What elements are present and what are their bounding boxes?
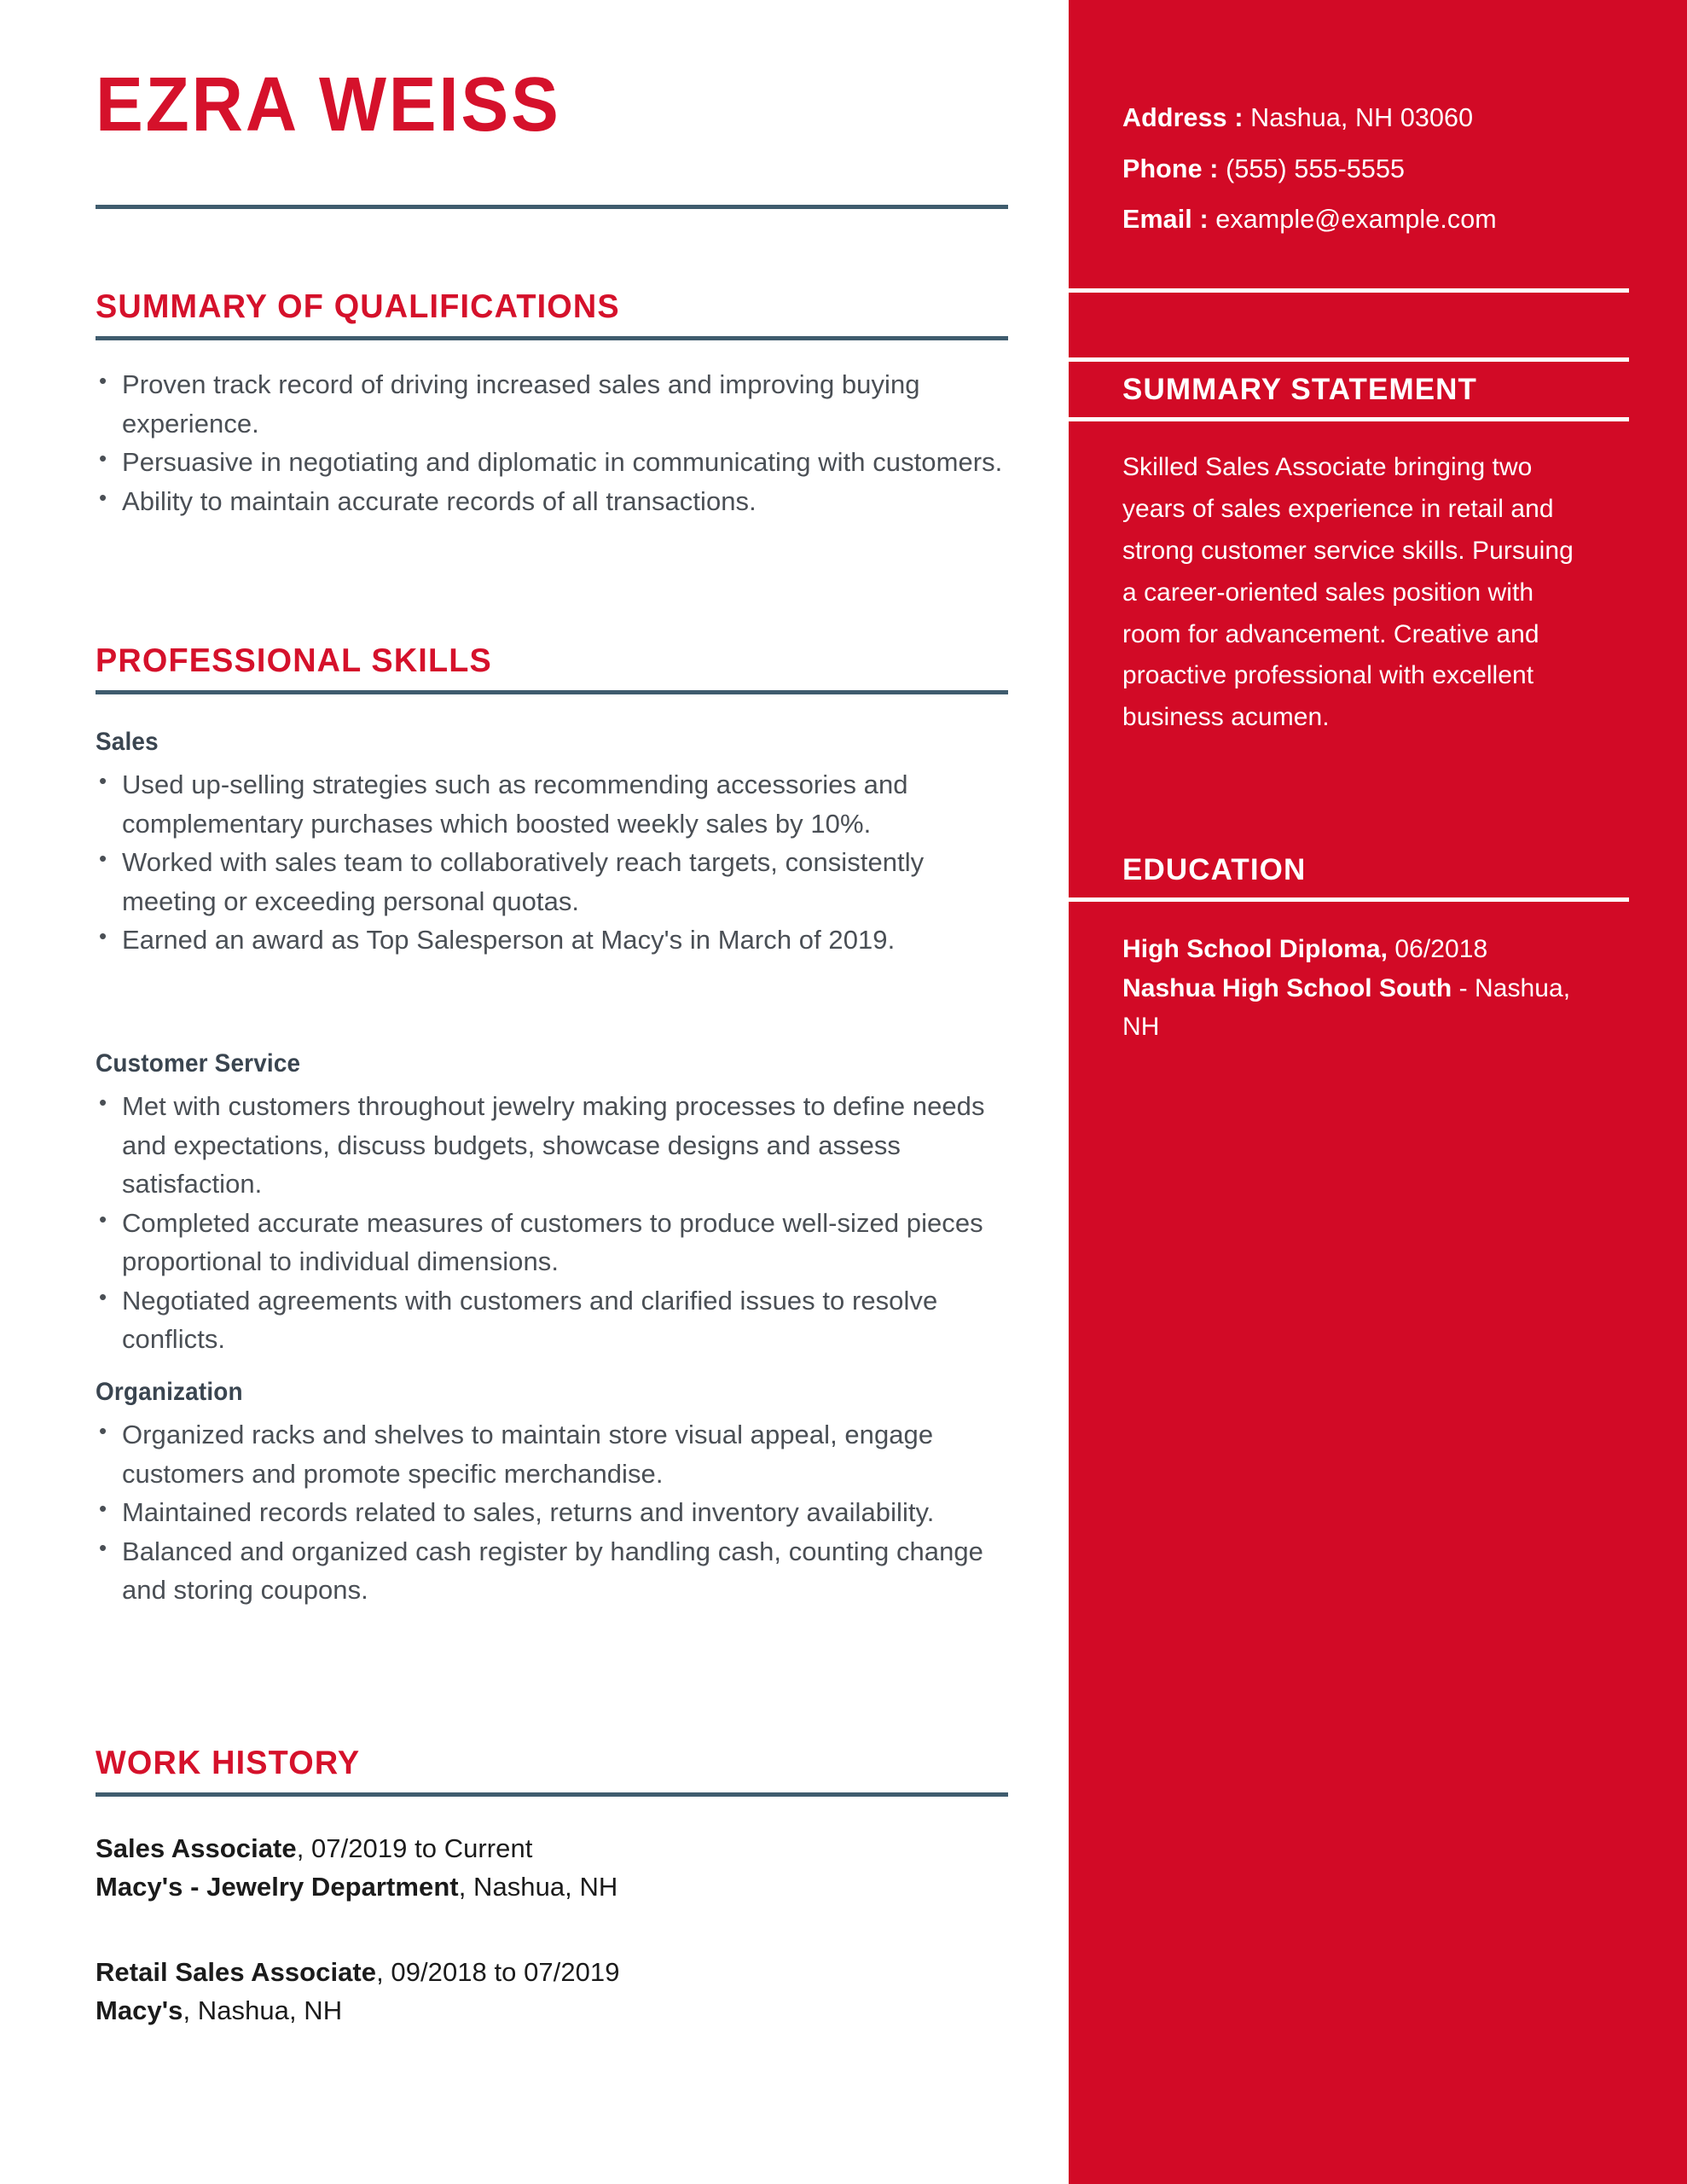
summary-statement-body-wrap — [1122, 447, 1583, 739]
contact-value-email: example@example.com — [1208, 205, 1497, 235]
divider-contact-bottom — [1069, 288, 1629, 293]
work-entry-2-title: Retail Sales Associate — [96, 1957, 377, 1987]
list-item: • Organized racks and shelves to maintain store visual appeal, engage customers and promote specific merchandise. — [96, 1415, 1012, 1493]
skill-group-title-customer-service: Customer Service — [96, 1049, 301, 1077]
list-item: • Persuasive in negotiating and diplomatic in communicating with customers. — [96, 443, 1012, 482]
work-entry-1 — [96, 1830, 617, 1907]
list-item: • Balanced and organized cash register by handling cash, counting change and storing coupons. — [96, 1532, 1012, 1610]
list-item: • Ability to maintain accurate records of all transactions. — [96, 482, 1012, 521]
education-degree-date: 06/2018 — [1388, 935, 1488, 963]
summary-statement-text: Skilled Sales Associate bringing two years of sales experience in retail and strong customer service skills. Pursuing a career-oriented sales position with room for advancement. Creative and proactive professional with excellent business acumen. — [1122, 453, 1574, 732]
divider-education-bottom — [1069, 897, 1629, 902]
skill-group-title-organization: Organization — [96, 1378, 243, 1406]
education-school-line — [1122, 969, 1587, 1047]
work-entry-2-title-line — [96, 1954, 620, 1992]
work-history-heading: WORK HISTORY — [96, 1745, 361, 1781]
work-entry-2-company-line — [96, 1992, 620, 2030]
list-item: • Negotiated agreements with customers and clarified issues to resolve conflicts. — [96, 1281, 1012, 1359]
divider-summary-statement-bottom — [1069, 417, 1629, 421]
education-school: Nashua High School South — [1122, 973, 1452, 1002]
education-heading-wrap — [1122, 853, 1306, 887]
list-item: • Earned an award as Top Salesperson at Macy's in March of 2019. — [96, 921, 1012, 960]
divider-name — [96, 205, 1008, 209]
sidebar-content — [1069, 0, 1687, 237]
list-item: • Worked with sales team to collaboratively reach targets, consistently meeting or exceeding personal quotas. — [96, 843, 1012, 921]
education-school-location: - Nashua, NH — [1122, 973, 1571, 1042]
work-entry-1-company-line — [96, 1868, 617, 1907]
page-title: EZRA WEISS — [96, 62, 561, 148]
work-entry-1-company: Macy's - Jewelry Department — [96, 1871, 459, 1902]
contact-label-email: Email : — [1122, 205, 1209, 235]
contact-item-address — [1122, 101, 1617, 136]
work-entry-1-title-line — [96, 1830, 617, 1868]
summary-statement-heading: SUMMARY STATEMENT — [1122, 373, 1478, 406]
list-item: • Used up-selling strategies such as recommending accessories and complementary purchases which boosted weekly sales by 10%. — [96, 765, 1012, 843]
education-degree-line — [1122, 930, 1587, 969]
work-entry-2-location: , Nashua, NH — [183, 1995, 343, 2025]
education-entry — [1122, 930, 1587, 1047]
divider-summary-of-qualifications — [96, 336, 1008, 340]
list-item: • Met with customers throughout jewelry making processes to define needs and expectations, discuss budgets, showcase designs and assess satisfaction. — [96, 1087, 1012, 1204]
summary-of-qualifications-list — [96, 365, 1012, 520]
work-entry-2-company: Macy's — [96, 1995, 183, 2025]
list-item: • Completed accurate measures of customers to produce well-sized pieces proportional to individual dimensions. — [96, 1204, 1012, 1281]
work-entry-1-title: Sales Associate — [96, 1833, 297, 1863]
skill-group-list-sales — [96, 765, 1012, 960]
list-item: • Proven track record of driving increased sales and improving buying experience. — [96, 365, 1012, 443]
contact-label-address: Address : — [1122, 103, 1244, 132]
divider-summary-statement-top — [1069, 357, 1629, 362]
divider-professional-skills — [96, 690, 1008, 694]
list-item: • Maintained records related to sales, returns and inventory availability. — [96, 1493, 1012, 1532]
contact-item-email — [1122, 202, 1617, 237]
skill-group-title-sales: Sales — [96, 728, 159, 756]
contact-label-phone: Phone : — [1122, 154, 1219, 183]
work-entry-1-dates: , 07/2019 to Current — [296, 1833, 533, 1863]
work-entry-1-location: , Nashua, NH — [458, 1871, 618, 1902]
contact-item-phone — [1122, 152, 1617, 187]
summary-statement-heading-wrap — [1122, 373, 1477, 407]
contact-value-phone: (555) 555-5555 — [1218, 154, 1406, 183]
contact-value-address: Nashua, NH 03060 — [1243, 103, 1474, 132]
contact-list — [1122, 101, 1617, 237]
summary-of-qualifications-heading: SUMMARY OF QUALIFICATIONS — [96, 288, 620, 325]
sidebar-panel — [1069, 0, 1687, 2184]
education-degree: High School Diploma, — [1122, 935, 1388, 963]
skill-group-list-customer-service — [96, 1087, 1012, 1359]
skill-group-list-organization — [96, 1415, 1012, 1610]
professional-skills-heading: PROFESSIONAL SKILLS — [96, 642, 492, 679]
education-heading: EDUCATION — [1122, 853, 1307, 886]
work-entry-2-dates: , 09/2018 to 07/2019 — [376, 1957, 620, 1987]
work-entry-2 — [96, 1954, 620, 2030]
divider-work-history — [96, 1792, 1008, 1797]
